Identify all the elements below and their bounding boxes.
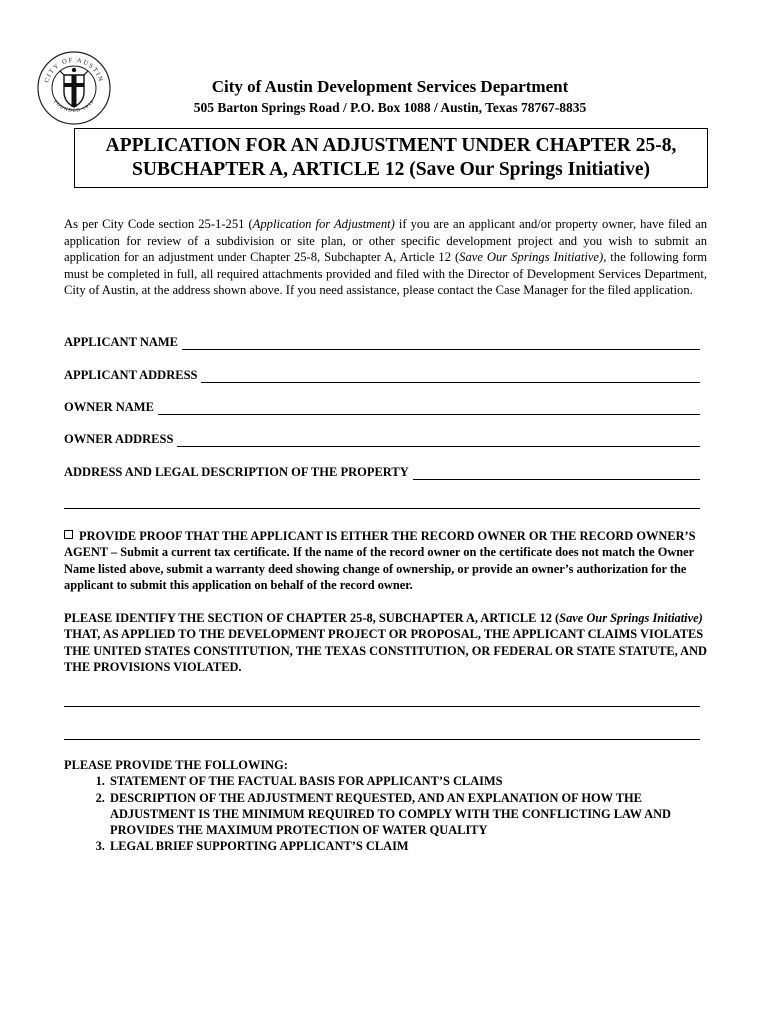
title-line-1: APPLICATION FOR AN ADJUSTMENT UNDER CHAPTER 25-8, — [105, 135, 677, 156]
applicant-address-line[interactable] — [201, 371, 700, 383]
identify-text-2: THAT, AS APPLIED TO THE DEVELOPMENT PROJECT OR PROPOSAL, THE APPLICANT CLAIMS VIOLATES THE UNITED STATES CONSTITUTION, THE TEXAS CONSTITUTION, OR FEDERAL OR STATE STATUTE, AND THE PROVISIONS VIOLATED. — [64, 627, 707, 674]
owner-address-line[interactable] — [177, 435, 700, 447]
proof-text: PROVIDE PROOF THAT THE APPLICANT IS EITHER THE RECORD OWNER OR THE RECORD OWNER’S AGENT – Submit a current tax certificate. If the name of the record owner on the certificate does not match the Owner Name listed above, submit a warranty deed showing change of ownership, or provide an owner’s authorization for the applicant to submit this application on behalf of the record owner. — [64, 529, 696, 592]
list-item: 1. STATEMENT OF THE FACTUAL BASIS FOR APPLICANT’S CLAIMS — [108, 773, 708, 789]
seal-text-top: CITY OF AUSTIN — [43, 56, 105, 84]
owner-address-field[interactable] — [64, 431, 700, 447]
identify-answer-line-2[interactable] — [64, 739, 700, 740]
provide-heading: PLEASE PROVIDE THE FOLLOWING: — [64, 758, 288, 772]
applicant-name-field[interactable] — [64, 334, 700, 350]
property-description-field[interactable] — [64, 464, 700, 480]
city-seal-logo — [36, 50, 112, 126]
list-item: 3. LEGAL BRIEF SUPPORTING APPLICANT’S CLAIM — [108, 838, 708, 854]
applicant-name-label: APPLICANT NAME — [64, 335, 179, 349]
intro-text-3: , the following form must be completed in full, all required attachments provided and filed with the Director of Development Services Department, City of Austin, at the address shown above. If you need assistance, please contact the Case Manager for the filed application. — [64, 250, 708, 297]
intro-text-1: As per City Code section 25-1-251 ( — [64, 217, 253, 231]
letterhead — [120, 76, 660, 118]
intro-text-2: if you are an applicant and/or property owner, have filed an application for review of a subdivision or site plan, or other specific development project and you wish to submit an application for an adjustment under Chapter 25-8, Subchapter A, Article 12 ( — [64, 217, 708, 264]
seal-text-bottom: FOUNDED 1839 — [52, 99, 96, 115]
owner-name-field[interactable] — [64, 399, 700, 415]
proof-of-ownership-section — [64, 528, 708, 593]
property-description-line-2[interactable] — [64, 508, 700, 509]
identify-answer-line-1[interactable] — [64, 706, 700, 707]
owner-name-line[interactable] — [158, 403, 700, 415]
identify-italic: Save Our Springs Initiative) — [559, 611, 703, 625]
applicant-name-line[interactable] — [182, 338, 700, 350]
intro-italic-1: Application for Adjustment) — [252, 217, 395, 231]
form-title — [74, 128, 708, 188]
owner-name-label: OWNER NAME — [64, 400, 154, 414]
department-name: City of Austin Development Services Department — [211, 77, 569, 96]
intro-paragraph — [64, 216, 707, 299]
list-item: 2. DESCRIPTION OF THE ADJUSTMENT REQUESTED, AND AN EXPLANATION OF HOW THE ADJUSTMENT IS THE MINIMUM REQUIRED TO COMPLY WITH THE CONFLICTING LAW AND PROVIDES THE MAXIMUM PROTECTION OF WATER QUALITY — [108, 790, 708, 839]
owner-address-label: OWNER ADDRESS — [64, 432, 174, 446]
property-description-label: ADDRESS AND LEGAL DESCRIPTION OF THE PROPERTY — [64, 465, 409, 479]
proof-checkbox[interactable] — [64, 530, 73, 539]
requirements-list — [64, 773, 708, 854]
applicant-address-label: APPLICANT ADDRESS — [64, 368, 198, 382]
department-address: 505 Barton Springs Road / P.O. Box 1088 / Austin, Texas 78767-8835 — [193, 100, 587, 115]
identify-section — [64, 610, 708, 675]
identify-text-1: PLEASE IDENTIFY THE SECTION OF CHAPTER 25-8, SUBCHAPTER A, ARTICLE 12 ( — [64, 611, 560, 625]
property-description-line[interactable] — [413, 468, 700, 480]
intro-italic-2: Save Our Springs Initiative) — [459, 250, 604, 264]
applicant-address-field[interactable] — [64, 367, 700, 383]
title-line-2: SUBCHAPTER A, ARTICLE 12 (Save Our Springs Initiative) — [132, 159, 650, 180]
provide-following-section — [64, 757, 708, 855]
